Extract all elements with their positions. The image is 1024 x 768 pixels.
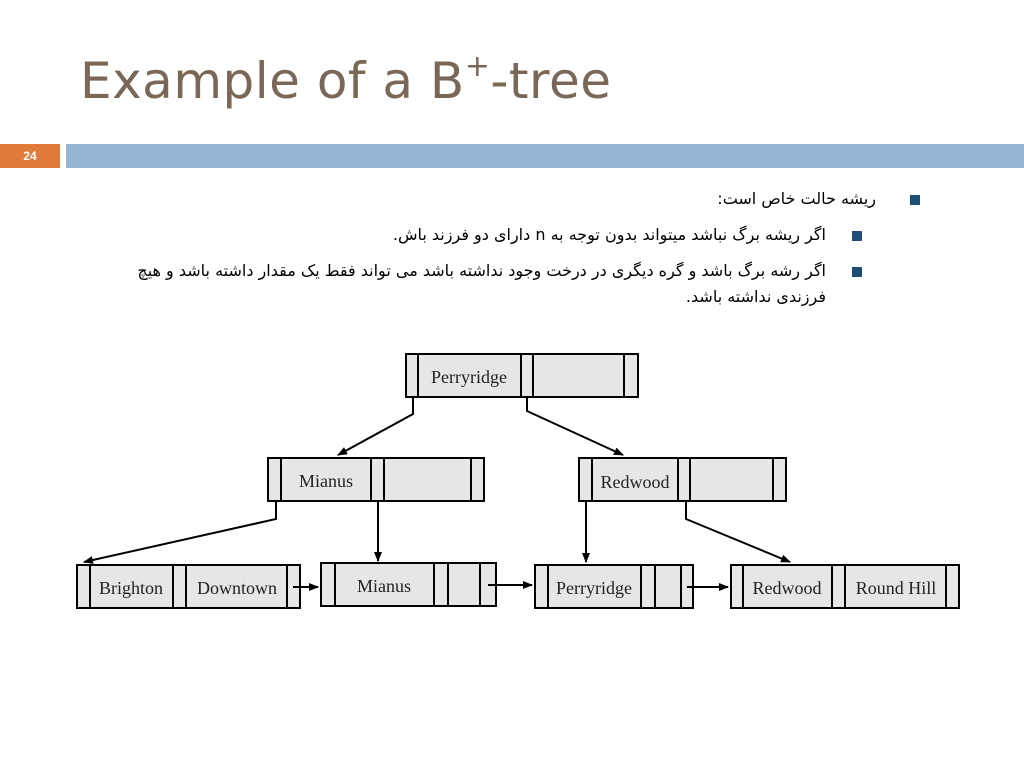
- title-superscript: +: [464, 49, 491, 85]
- internal-node-left: [268, 458, 484, 501]
- pointer-arrow: [527, 397, 623, 455]
- pointer-arrow: [686, 501, 790, 562]
- leaf-key: Redwood: [752, 578, 822, 598]
- sub-bullet-text: اگر رشه برگ باشد و گره دیگری در درخت وجود نداشته باشد می تواند فقط یک مقدار داشته باشد و هیچ فرزندی نداشته باشد.: [137, 261, 826, 306]
- leaf-node: [731, 565, 959, 608]
- sub-bullet-text: اگر ریشه برگ نباشد میتواند بدون توجه به n دارای دو فرزند باش.: [392, 225, 826, 244]
- leaf-key: Perryridge: [556, 578, 632, 598]
- internal-key: Redwood: [600, 472, 670, 492]
- pointer-arrow: [84, 501, 276, 562]
- leaf-key: Downtown: [197, 578, 277, 598]
- bullet-text: ریشه حالت خاص است:: [717, 189, 876, 208]
- leaf-node: [535, 565, 693, 608]
- leaf-key: Round Hill: [855, 578, 937, 598]
- pointer-arrow: [338, 397, 413, 455]
- slide-number: 24: [0, 144, 60, 168]
- root-node: [406, 354, 638, 397]
- leaf-node: [77, 565, 300, 608]
- internal-key: Mianus: [299, 471, 353, 491]
- leaf-node: [321, 563, 496, 606]
- title-main: Example of a B: [80, 52, 465, 110]
- root-key: Perryridge: [431, 367, 507, 387]
- leaf-key: Mianus: [357, 576, 411, 596]
- leaf-key: Brighton: [98, 578, 164, 598]
- title-end: -tree: [490, 52, 612, 110]
- internal-node-right: [579, 458, 786, 501]
